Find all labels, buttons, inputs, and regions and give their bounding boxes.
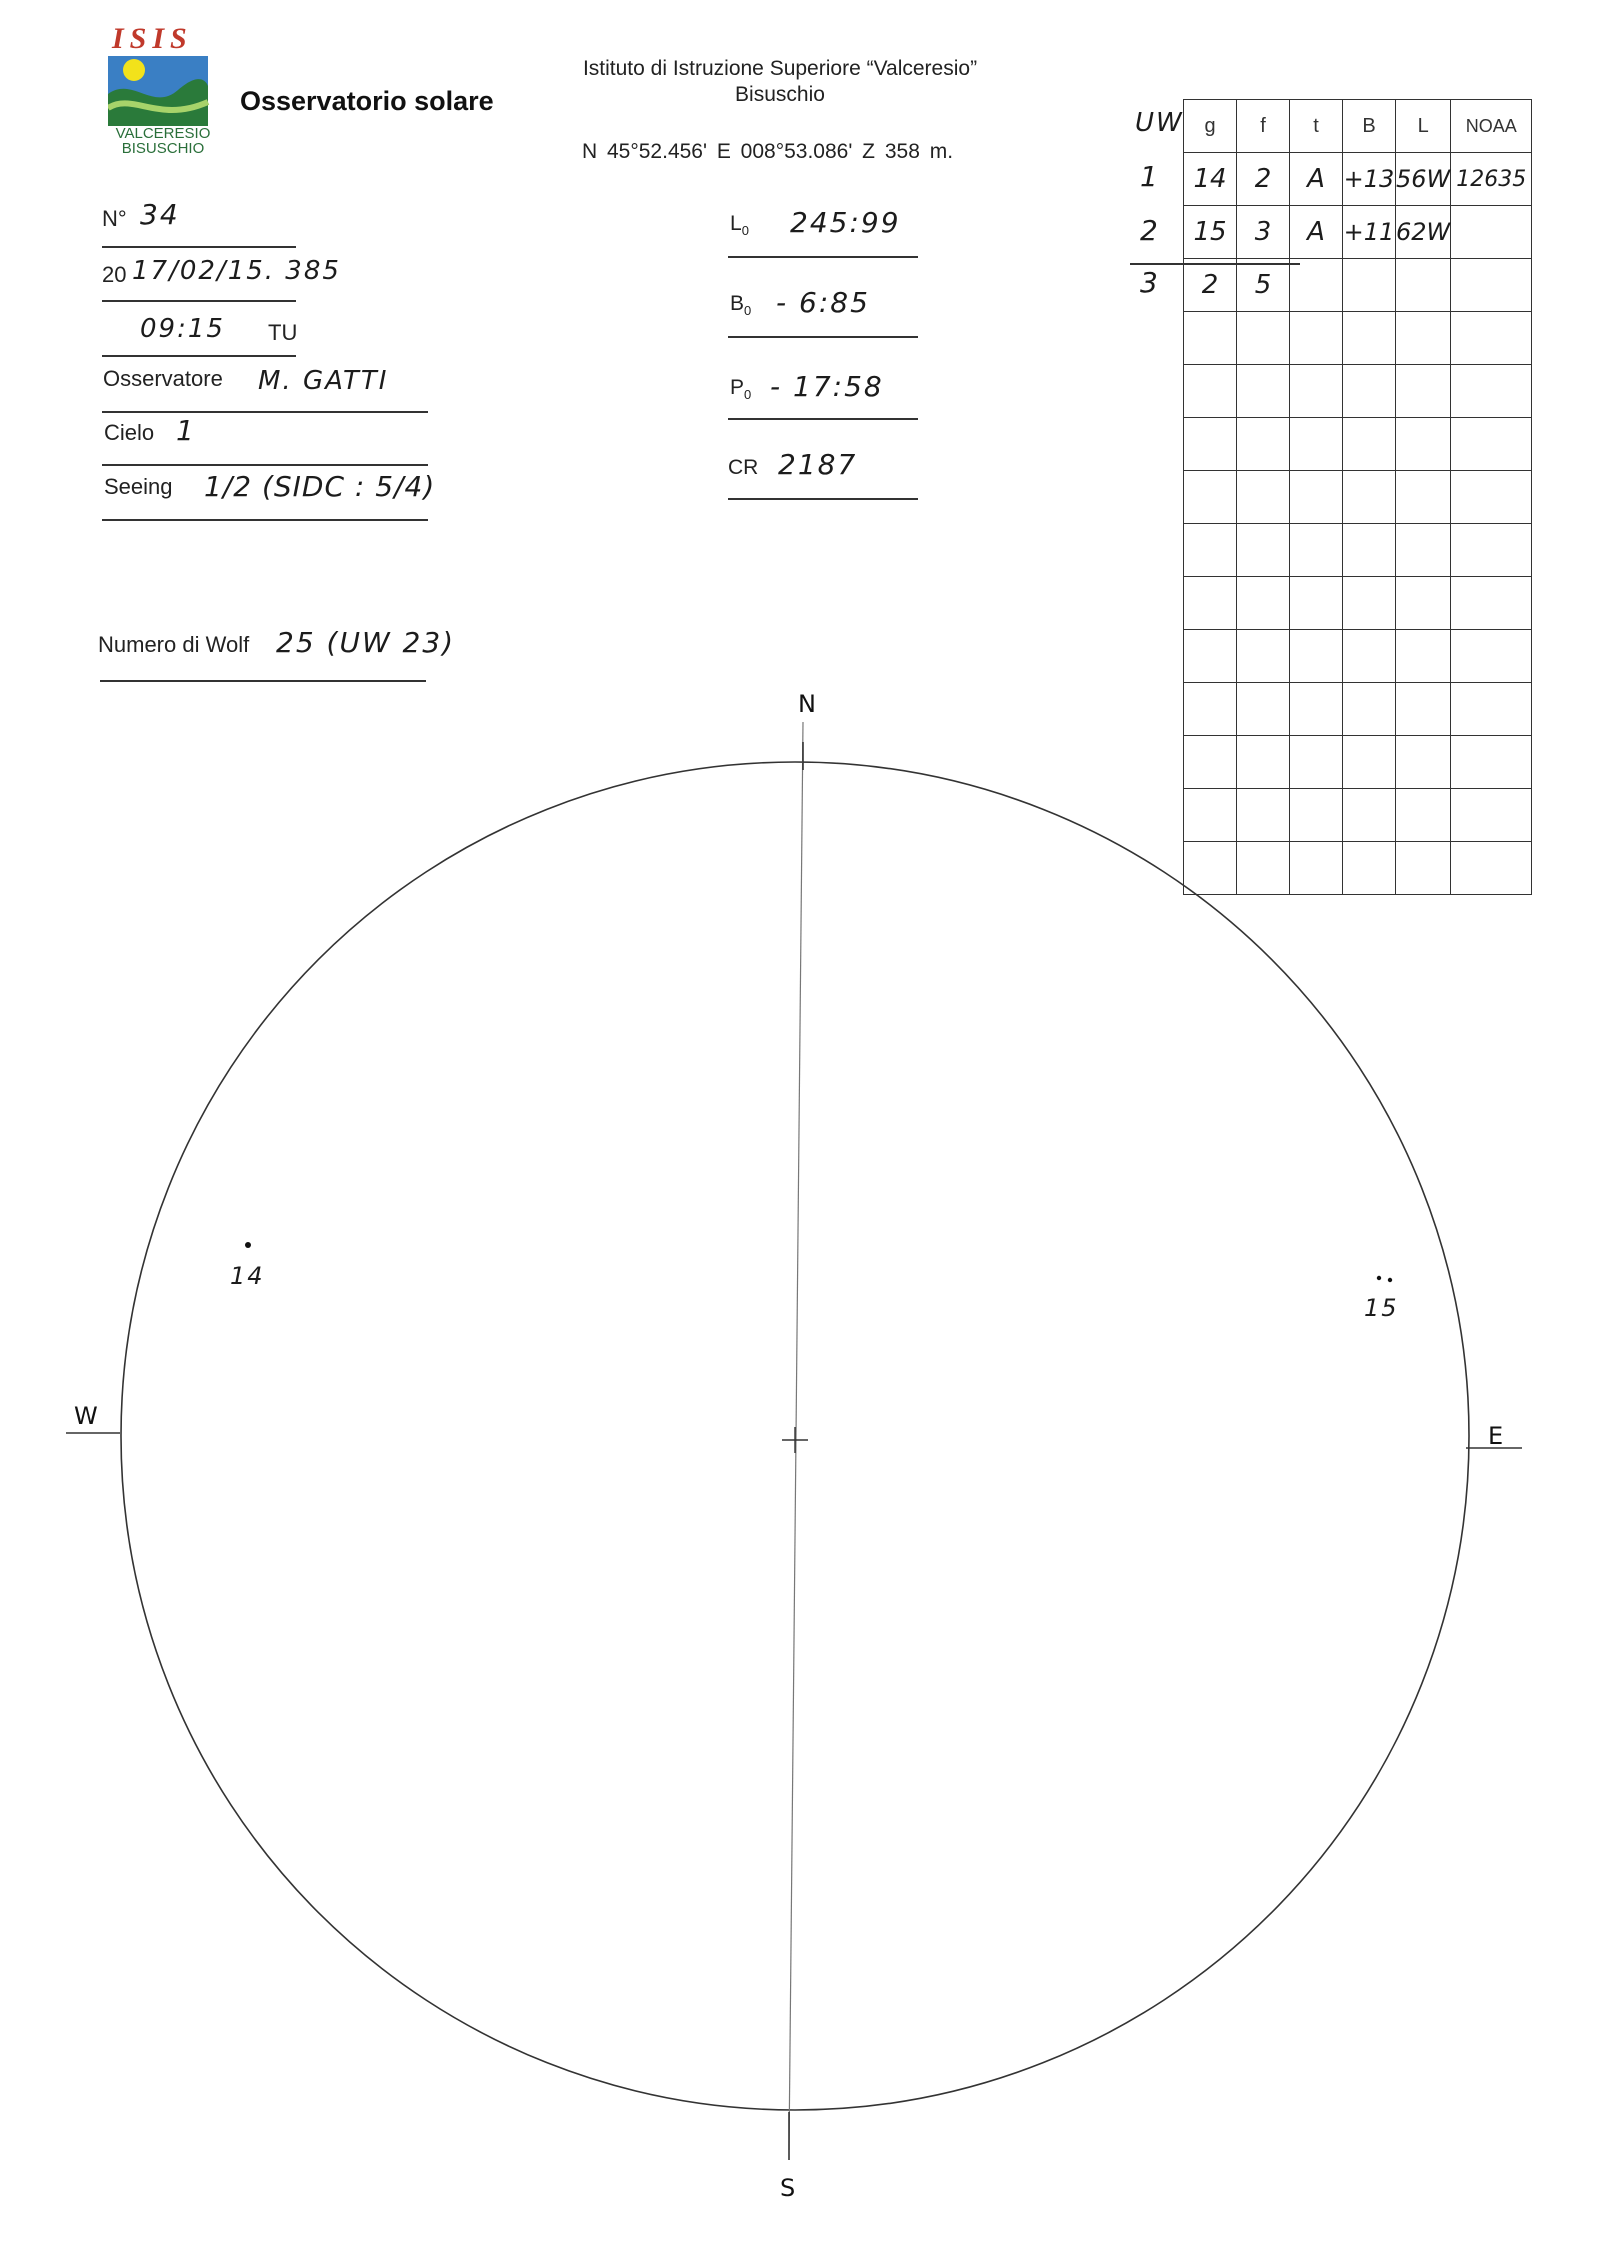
wolf-label: Numero di Wolf <box>98 632 250 657</box>
cell-l: 56W <box>1396 153 1451 206</box>
south-label: S <box>780 2174 796 2202</box>
number-value: 34 <box>140 198 180 231</box>
cell-noaa: 12635 <box>1451 153 1532 206</box>
sky-value: 1 <box>176 414 196 447</box>
date-value: 17/02/15. 385 <box>132 256 341 286</box>
west-label: W <box>74 1402 98 1430</box>
logo-caption-line2: BISUSCHIO <box>121 140 205 157</box>
col-noaa: NOAA <box>1451 100 1532 153</box>
cell-b: +11 <box>1343 206 1396 259</box>
p0-letter: P <box>730 376 745 399</box>
uw-row-1: 1 <box>1140 160 1160 193</box>
col-b: B <box>1343 100 1396 153</box>
sky-label: Cielo <box>104 420 155 445</box>
uw-row-2: 2 <box>1140 214 1160 247</box>
date-prefix: 20 <box>102 262 127 287</box>
cell-t: A <box>1290 153 1343 206</box>
cell-g: 2 <box>1184 259 1237 312</box>
sunspot-group-14 <box>245 1242 251 1248</box>
logo-wordmark: ISIS <box>112 22 193 55</box>
sunspot-group-15-a <box>1377 1276 1381 1280</box>
wolf-value: 25 (UW 23) <box>276 626 456 659</box>
cell-f: 2 <box>1237 153 1290 206</box>
observatory-name: Osservatorio solare <box>240 86 494 116</box>
observer-label: Osservatore <box>103 366 223 391</box>
observer-value: M. GATTI <box>258 366 389 396</box>
uw-row-3: 3 <box>1140 266 1160 299</box>
cell-t: A <box>1290 206 1343 259</box>
group-15-label: 15 <box>1364 1294 1399 1322</box>
b0-value: - 6:85 <box>776 286 870 319</box>
p0-subscript: 0 <box>744 387 752 403</box>
institute-line2: Bisuschio <box>735 83 825 106</box>
p0-value: - 17:58 <box>770 370 884 403</box>
central-meridian-line <box>789 722 803 2150</box>
cell-b: +13 <box>1343 153 1396 206</box>
institute-line1: Istituto di Istruzione Superiore “Valceresio” <box>582 57 978 80</box>
b0-subscript: 0 <box>744 303 752 319</box>
col-f: f <box>1237 100 1290 153</box>
cr-label: CR <box>728 456 759 479</box>
cell-g: 14 <box>1184 153 1237 206</box>
cell-l: 62W <box>1396 206 1451 259</box>
seeing-value: 1/2 (SIDC : 5/4) <box>204 470 436 503</box>
cell-f: 3 <box>1237 206 1290 259</box>
north-label: N <box>798 690 816 718</box>
cr-value: 2187 <box>778 448 858 481</box>
time-unit: TU <box>268 320 298 345</box>
l0-value: 245:99 <box>790 206 901 239</box>
cell-f: 5 <box>1237 259 1290 312</box>
col-t: t <box>1290 100 1343 153</box>
logo-caption-line1: VALCERESIO <box>115 125 211 142</box>
col-l: L <box>1396 100 1451 153</box>
observatory-coordinates: N 45°52.456' E 008°53.086' Z 358 m. <box>582 140 954 163</box>
number-label: N° <box>102 206 127 231</box>
l0-subscript: 0 <box>741 223 749 239</box>
l0-letter: L <box>730 212 742 235</box>
sunspot-group-15-b <box>1388 1278 1392 1282</box>
b0-letter: B <box>730 292 745 315</box>
uw-header: UW <box>1135 108 1184 138</box>
seeing-label: Seeing <box>104 474 173 499</box>
time-value: 09:15 <box>140 314 225 344</box>
group-14-label: 14 <box>230 1262 265 1290</box>
col-g: g <box>1184 100 1237 153</box>
east-label: E <box>1488 1422 1504 1450</box>
cell-g: 15 <box>1184 206 1237 259</box>
